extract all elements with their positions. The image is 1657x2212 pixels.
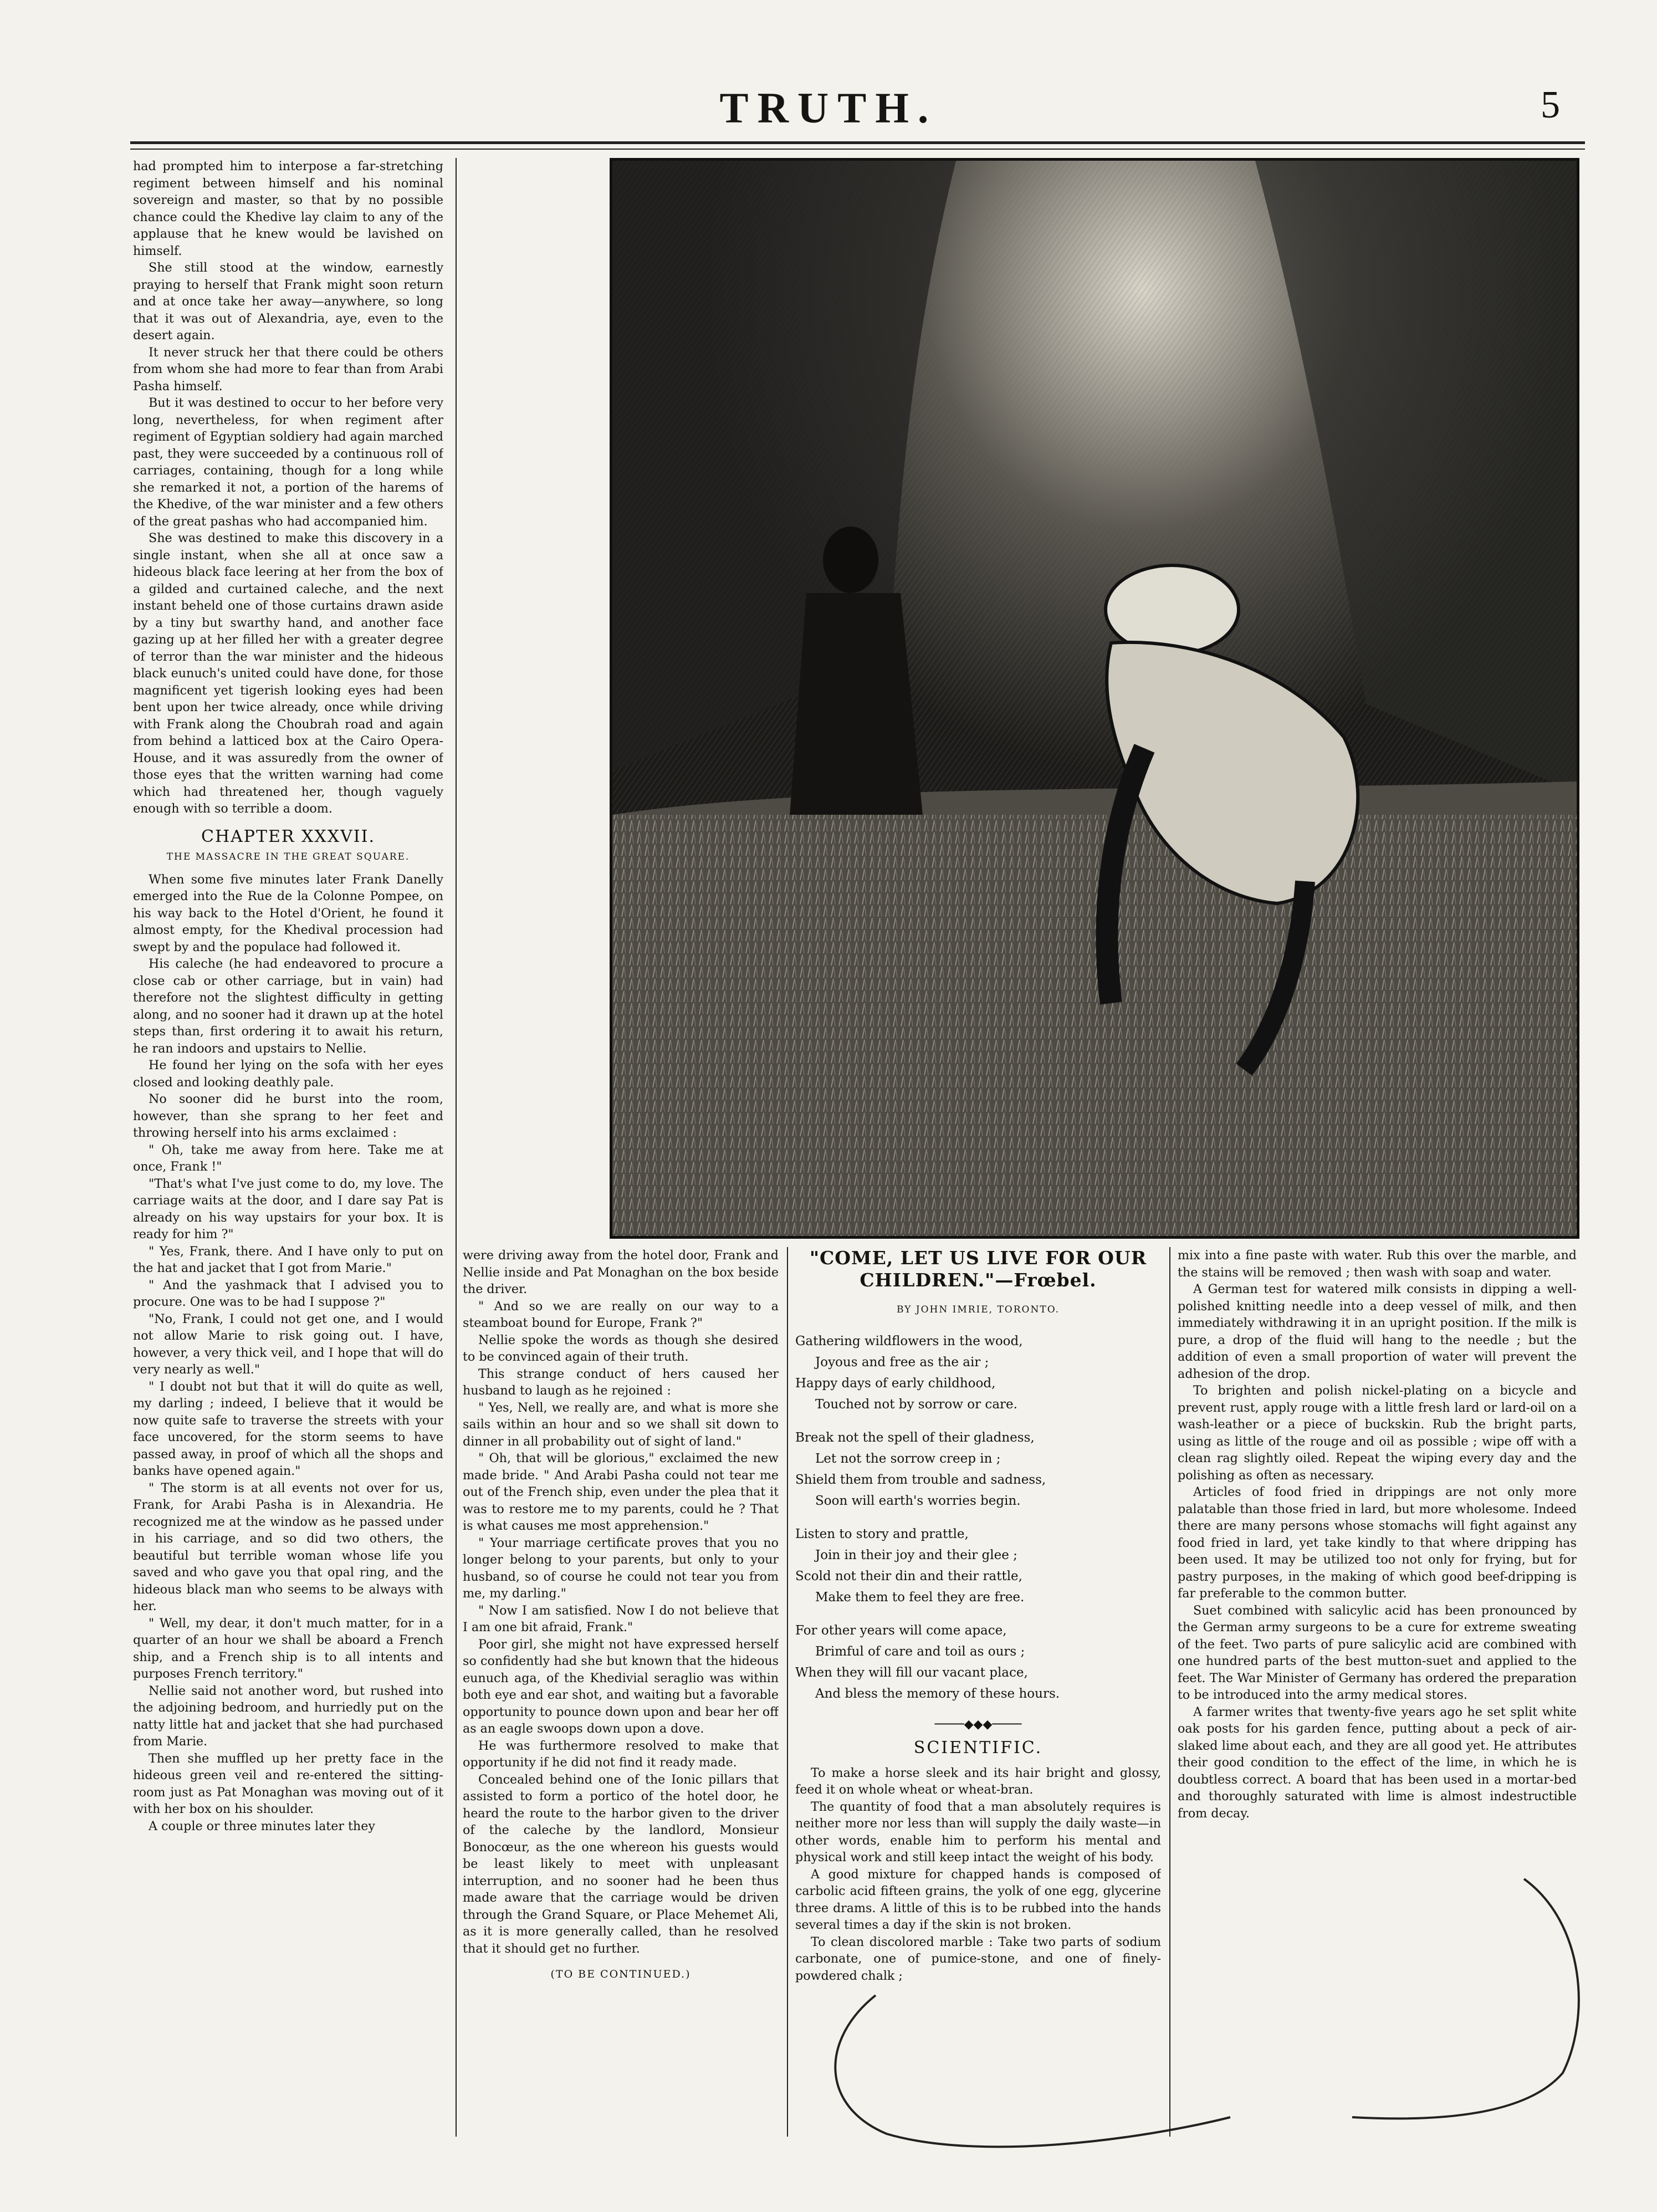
column-4: [1178, 1247, 1577, 2137]
verse-line: Happy days of early childhood,: [795, 1376, 996, 1391]
paragraph: Suet combined with salicylic acid has been pronounced by the German army surgeons to be a cure for extreme sweating of the feet. Two parts of pure salicylic acid are combined with one hundred parts of the best mutton-suet and applied to the feet. The War Minister of Germany has ordered the preparation to be introduced into the army medical stores.: [1178, 1603, 1577, 1702]
column-1-chapter-text: [133, 871, 443, 1835]
page-number: 5: [1541, 84, 1560, 126]
paragraph: Articles of food fried in drippings are not only more palatable than those fried in lard, but more wholesome. Indeed there are many persons whose stomachs will fight against any food fried in lard, yet take kindly to that where dripping has been used. It may be utilized too not only for frying, but for pastry purposes, in the making of which good beef-dripping is far preferable to the common butter.: [1178, 1485, 1577, 1601]
column-divider: [456, 158, 457, 2137]
paragraph: To brighten and polish nickel-plating on a bicycle and prevent rust, apply rouge with a little fresh lard or lard-oil on a wash-leather or a piece of buckskin. Rub the bright parts, using as little of the rouge and oil as possible ; wipe off with a clean rag slightly oiled. Repeat the wiping every day and the polishing as often as necessary.: [1178, 1383, 1577, 1483]
verse-line: When they will fill our vacant place,: [795, 1665, 1028, 1680]
paragraph: " I doubt not but that it will do quite as well, my darling ; indeed, I believe that it would be now quite safe to traverse the streets with your face uncovered, for the storm seems to have passed away, in proof of which all the shops and banks have opened again.": [133, 1379, 443, 1478]
section-heading: SCIENTIFIC.: [913, 1738, 1043, 1758]
paragraph: She still stood at the window, earnestly praying to herself that Frank might soon return and at once take her away—anywhere, so long that it was out of Alexandria, aye, even to the desert again.: [133, 260, 443, 343]
paragraph: " Your marriage certificate proves that you no longer belong to your parents, but only to your husband, so of course he could not tear you from me, my darling.": [463, 1535, 779, 1601]
poem-stanza: [795, 1524, 1161, 1608]
paragraph: " Yes, Nell, we really are, and what is more she sails within an hour and so we shall sit down to dinner in all probability out of sight of land.": [463, 1400, 779, 1449]
verse-line: Let not the sorrow creep in ;: [815, 1451, 1001, 1466]
verse-line: Brimful of care and toil as ours ;: [815, 1644, 1025, 1659]
paragraph: were driving away from the hotel door, Frank and Nellie inside and Pat Monaghan on the box beside the driver.: [463, 1248, 779, 1296]
poem-byline: BY JOHN IMRIE, TORONTO.: [896, 1304, 1060, 1315]
column-divider: [1169, 1247, 1170, 2137]
paragraph: It never struck her that there could be others from whom she had more to fear than from Arabi Pasha himself.: [133, 345, 443, 394]
masthead-title: TRUTH.: [719, 84, 938, 132]
paragraph: To make a horse sleek and its hair bright and glossy, feed it on whole wheat or wheat-bran.: [795, 1765, 1161, 1797]
verse-line: Scold not their din and their rattle,: [795, 1569, 1022, 1583]
woodland-scene-image: [612, 161, 1577, 1236]
header-rule-thin: [130, 149, 1585, 150]
paragraph: She was destined to make this discovery in a single instant, when she all at once saw a hideous black face leering at her from the box of a gilded and curtained caleche, and the next instant beheld one of those curtains drawn aside by a tiny but swarthy hand, and another face gazing up at her filled her with a greater degree of terror than the war minister and the hideous black eunuch's united could have done, for those magnificent yet tigerish looking eyes had been bent upon her twice already, once while driving with Frank along the Choubrah road and again from behind a latticed box at the Cairo Opera-House, and it was assuredly from the owner of those eyes that the written warning had come which had threatened her, though vaguely enough with so terrible a doom.: [133, 531, 443, 816]
paragraph: " Oh, take me away from here. Take me at once, Frank !": [133, 1142, 443, 1174]
chapter-subtitle: THE MASSACRE IN THE GREAT SQUARE.: [166, 851, 410, 862]
paragraph: But it was destined to occur to her before very long, nevertheless, for when regiment after regiment of Egyptian soldiery had again marched past, they were succeeded by a continuous roll of carriages, containing, though for a long while she remarked it not, a portion of the harems of the Khedive, of the war minister and a few others of the great pashas who had accompanied him.: [133, 396, 443, 529]
paragraph: Nellie spoke the words as though she desired to be convinced again of their truth.: [463, 1332, 779, 1364]
column-1-intro: [133, 158, 443, 818]
paragraph: Nellie said not another word, but rushed into the adjoining bedroom, and hurriedly put on the natty little hat and jacket that she had purchased from Marie.: [133, 1683, 443, 1749]
paragraph: To clean discolored marble : Take two parts of sodium carbonate, one of pumice-stone, and one of finely-powdered chalk ;: [795, 1934, 1161, 1983]
paragraph: This strange conduct of hers caused her husband to laugh as he rejoined :: [463, 1366, 779, 1398]
poem-stanza: [795, 1331, 1161, 1415]
paragraph: A couple or three minutes later they: [149, 1818, 375, 1833]
section-divider-ornament: ────◆◆◆────: [934, 1717, 1022, 1731]
poem-stanza: [795, 1620, 1161, 1704]
paragraph: had prompted him to interpose a far-stretching regiment between himself and his nominal sovereign and master, so that by no possible chance could the Khedive lay claim to any of the applause that he knew would be lavished on himself.: [133, 159, 443, 258]
column-2: [463, 1247, 779, 2137]
verse-line: Gathering wildflowers in the wood,: [795, 1334, 1023, 1348]
paragraph: When some five minutes later Frank Danelly emerged into the Rue de la Colonne Pompee, on his way back to the Hotel d'Orient, he found it almost empty, for the Khedival procession had swept by and the populace had followed it.: [133, 872, 443, 954]
verse-line: Break not the spell of their gladness,: [795, 1430, 1035, 1445]
paragraph: Concealed behind one of the Ionic pillars that assisted to form a portico of the hotel door, he heard the route to the harbor given to the driver of the caleche by the landlord, Monsieur Bonocœur, as the one whereon his guests would be least likely to meet with unpleasant interruption, and no sooner had he been thus made aware that the carriage would be driven through the Grand Square, or Place Mehemet Ali, as it is more generally called, than he resolved that it should get no further.: [463, 1772, 779, 1956]
verse-line: Make them to feel they are free.: [815, 1590, 1025, 1605]
paragraph: " And the yashmack that I advised you to procure. One was to be had I suppose ?": [133, 1278, 443, 1309]
verse-line: Listen to story and prattle,: [795, 1526, 969, 1541]
poem-title: "COME, LET US LIVE FOR OUR CHILDREN."—Frœbel.: [809, 1247, 1147, 1291]
header-rule: [130, 141, 1585, 144]
paragraph: " And so we are really on our way to a steamboat bound for Europe, Frank ?": [463, 1299, 779, 1330]
chapter-heading: CHAPTER XXXVII.: [201, 826, 375, 846]
paragraph: No sooner did he burst into the room, however, than she sprang to her feet and throwing herself into his arms exclaimed :: [133, 1092, 443, 1140]
poem-stanza: [795, 1427, 1161, 1511]
verse-line: Touched not by sorrow or care.: [815, 1397, 1017, 1412]
paragraph: He found her lying on the sofa with her eyes closed and looking deathly pale.: [133, 1058, 443, 1090]
verse-line: Shield them from trouble and sadness,: [795, 1472, 1046, 1487]
verse-line: For other years will come apace,: [795, 1623, 1007, 1638]
paragraph: Then she muffled up her pretty face in the hideous green veil and re-entered the sitting-room just as Pat Monaghan was moving out of it with her box on his shoulder.: [133, 1751, 443, 1816]
paragraph: " The storm is at all events not over for us, Frank, for Arabi Pasha is in Alexandria. He recognized me at the window as he passed under in his carriage, and so did two others, the beautiful but terrible woman whose life you saved and who gave you that opal ring, and the hideous black man who seems to be always with her.: [133, 1480, 443, 1613]
paragraph: Poor girl, she might not have expressed herself so confidently had she but known that the hideous eunuch aga, of the Khedivial seraglio was within both eye and ear shot, and waiting but a favorable opportunity to pounce down upon and bear her off as an eagle swoops down upon a dove.: [463, 1637, 779, 1736]
paragraph: mix into a fine paste with water. Rub this over the marble, and the stains will be removed ; then wash with soap and water.: [1178, 1248, 1577, 1280]
paragraph: His caleche (he had endeavored to procure a close cab or other carriage, but in vain) had therefore not the slightest difficulty in getting along, and no sooner had it drawn up at the hotel steps than, first ordering it to await his return, he ran indoors and upstairs to Nellie.: [133, 957, 443, 1056]
paragraph: He was furthermore resolved to make that opportunity if he did not find it ready made.: [463, 1738, 779, 1770]
engraving-illustration: [610, 158, 1579, 1239]
paragraph: A German test for watered milk consists in dipping a well-polished knitting needle into a deep vessel of milk, and then immediately withdrawing it in an upright position. If the milk is pure, a drop of the fluid will hang to the needle ; but the addition of even a small proportion of water will prevent the adhesion of the drop.: [1178, 1282, 1577, 1381]
verse-line: Soon will earth's worries begin.: [815, 1493, 1021, 1508]
column-3: [795, 1247, 1161, 2137]
verse-line: Join in their joy and their glee ;: [815, 1547, 1017, 1562]
paragraph: " Oh, that will be glorious," exclaimed the new made bride. " And Arabi Pasha could not tear me out of the French ship, even under the plea that it was to restore me to my parents, could he ? That is what causes me most apprehension.": [463, 1451, 779, 1533]
column-1: [133, 158, 443, 2137]
paragraph: " Well, my dear, it don't much matter, for in a quarter of an hour we shall be aboard a French ship, and a French ship is to all intents and purposes French territory.": [133, 1616, 443, 1681]
to-be-continued: (TO BE CONTINUED.): [550, 1968, 691, 1980]
paragraph: A good mixture for chapped hands is composed of carbolic acid fifteen grains, the yolk of one egg, glycerine three drams. A little of this is to be rubbed into the hands several times a day if the skin is not broken.: [795, 1867, 1161, 1932]
paragraph: "No, Frank, I could not get one, and I would not allow Marie to risk going out. I have, however, a very thick veil, and I hope that will do very nearly as well.": [133, 1311, 443, 1377]
paragraph: " Yes, Frank, there. And I have only to put on the hat and jacket that I got from Marie.": [133, 1244, 443, 1275]
paragraph: A farmer writes that twenty-five years ago he set split white oak posts for his garden fence, putting about a peck of air-slaked lime about each, and they are all good yet. He attributes their good condition to the effect of the lime, in which he is doubtless correct. A board that has been used in a mortar-bed and thoroughly saturated with lime is almost indestructible from decay.: [1178, 1704, 1577, 1821]
paragraph: "That's what I've just come to do, my love. The carriage waits at the door, and I dare say Pat is already on his way upstairs for your box. It is ready for him ?": [133, 1176, 443, 1242]
column-divider: [787, 1247, 788, 2137]
paragraph: " Now I am satisfied. Now I do not believe that I am one bit afraid, Frank.": [463, 1603, 779, 1634]
paragraph: The quantity of food that a man absolutely requires is neither more nor less than will supply the daily waste—in other words, enable him to perform his mental and physical work and still keep intact the weight of his body.: [795, 1799, 1161, 1864]
verse-line: And bless the memory of these hours.: [815, 1686, 1060, 1701]
verse-line: Joyous and free as the air ;: [815, 1355, 989, 1370]
